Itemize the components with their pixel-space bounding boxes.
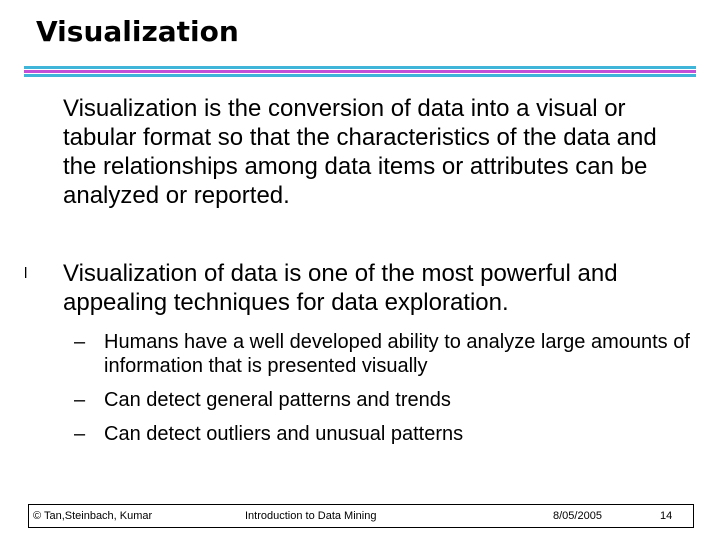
footer-date: 8/05/2005 (553, 510, 602, 522)
definition-text: Visualization is the conversion of data into a visual or tabular format so that the characteristics of the data and the relationships among data items or attributes can be analyzed or reported. (63, 95, 657, 209)
bullet-marker: l (24, 265, 28, 282)
sub-bullet-text: Can detect general patterns and trends (104, 389, 451, 411)
footer-authors: © Tan,Steinbach, Kumar (33, 510, 153, 522)
sub-bullet-dash: – (74, 423, 86, 445)
sub-bullet-text: Can detect outliers and unusual patterns (104, 423, 464, 445)
title-underline (24, 66, 696, 78)
sub-bullet-text: Humans have a well developed ability to analyze large amounts of information that is presented visually (104, 331, 690, 377)
main-bullet-text: Visualization of data is one of the most powerful and appealing techniques for data exploration. (63, 260, 618, 316)
slide-footer (28, 504, 694, 528)
footer-page-number: 14 (660, 510, 673, 522)
slide-title: Visualization (36, 15, 239, 48)
title-underline-top (24, 66, 696, 69)
title-underline-bottom (24, 74, 696, 77)
sub-bullet (74, 330, 694, 378)
definition-paragraph (24, 94, 694, 210)
sub-bullet-dash: – (74, 389, 86, 411)
sub-bullet-list (74, 330, 694, 456)
sub-bullet (74, 422, 694, 446)
main-bullet (24, 259, 694, 317)
sub-bullet (74, 388, 694, 412)
title-underline-middle (24, 70, 696, 73)
sub-bullet-dash: – (74, 331, 86, 353)
footer-course: Introduction to Data Mining (245, 510, 377, 522)
